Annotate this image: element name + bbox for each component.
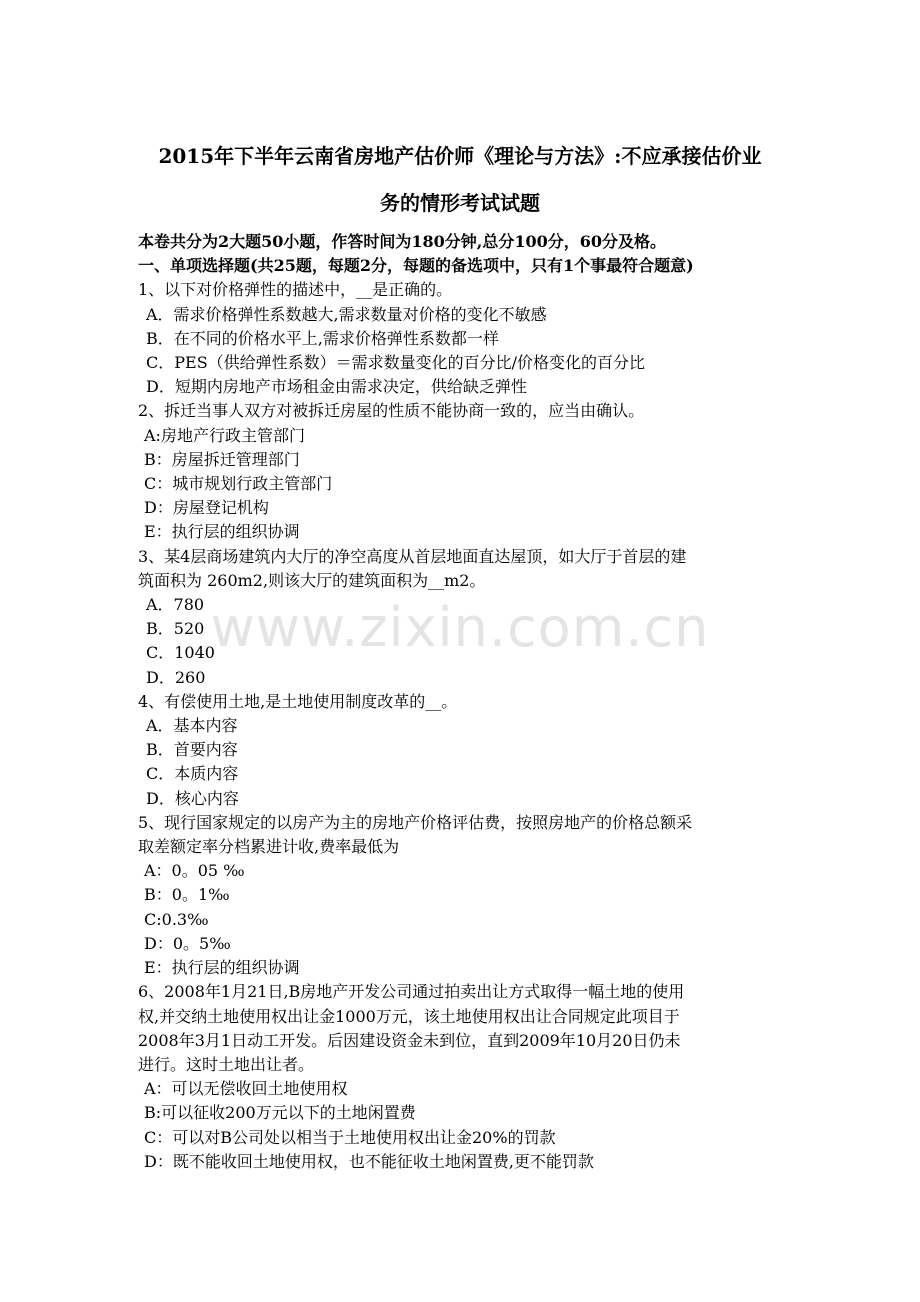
option-a: A:房地产行政主管部门: [144, 425, 305, 445]
option-c: C:0.3‰: [144, 909, 209, 929]
question-stem-line-4: 进行。这时土地出让者。: [138, 1054, 315, 1074]
option-a: A．基本内容: [146, 716, 238, 736]
option-d: D：0。5‰: [144, 933, 231, 953]
document-body: [138, 230, 788, 1174]
question-6: [138, 980, 788, 1174]
question-stem: 2、拆迁当事人双方对被拆迁房屋的性质不能协商一致的，应当由确认。: [138, 401, 645, 421]
option-b: B:可以征收200万元以下的土地闲置费: [144, 1103, 416, 1123]
option-d: D：房屋登记机构: [144, 498, 269, 518]
watermark: www.zixin.com.cn: [210, 596, 710, 659]
option-c: C．1040: [146, 643, 215, 663]
option-a: A．需求价格弹性系数越大,需求数量对价格的变化不敏感: [146, 304, 547, 324]
option-d: D．核心内容: [146, 788, 239, 808]
question-stem-line-1: 3、某4层商场建筑内大厅的净空高度从首层地面直达屋顶，如大厅于首层的建: [138, 546, 687, 566]
question-stem-line-2: 权,并交纳土地使用权出让金1000万元，该土地使用权出让合同规定此项目于: [138, 1006, 680, 1026]
option-a: A．780: [146, 595, 205, 615]
option-b: B．在不同的价格水平上,需求价格弹性系数都一样: [146, 328, 499, 348]
question-stem-line-1: 6、2008年1月21日,B房地产开发公司通过拍卖出让方式取得一幅土地的使用: [138, 982, 685, 1002]
question-stem-line-2: 取差额定率分档累进计收,费率最低为: [138, 837, 400, 857]
document-title-line-1: 2015年下半年云南省房地产估价师《理论与方法》:不应承接估价业: [158, 144, 762, 168]
question-stem-line-1: 5、现行国家规定的以房产为主的房地产价格评估费，按照房地产的价格总额采: [138, 812, 693, 832]
question-stem-line-2: 筑面积为 260m2,则该大厅的建筑面积为__m2。: [138, 570, 486, 590]
question-stem: 4、有偿使用土地,是土地使用制度改革的__。: [138, 691, 458, 711]
option-e: E：执行层的组织协调: [144, 522, 300, 542]
question-4: [138, 690, 788, 811]
option-c: C：可以对B公司处以相当于土地使用权出让金20%的罚款: [144, 1127, 556, 1147]
option-d: D：既不能收回土地使用权，也不能征收土地闲置费,更不能罚款: [144, 1151, 594, 1171]
option-a: A：可以无偿收回土地使用权: [144, 1079, 348, 1099]
question-stem-line-3: 2008年3月1日动工开发。后因建设资金未到位，直到2009年10月20日仍未: [138, 1030, 681, 1050]
option-c: C．本质内容: [146, 764, 239, 784]
section-heading: 一、单项选择题(共25题，每题2分，每题的备选项中，只有1个事最符合题意): [138, 256, 694, 276]
option-d: D．短期内房地产市场租金由需求决定，供给缺乏弹性: [146, 377, 527, 397]
option-b: B：房屋拆迁管理部门: [144, 449, 300, 469]
document-title-line-2: 务的情形考试试题: [380, 191, 540, 215]
question-stem: 1、以下对价格弹性的描述中，__是正确的。: [138, 280, 453, 300]
question-2: [138, 399, 788, 544]
exam-intro: 本卷共分为2大题50小题，作答时间为180分钟,总分100分，60分及格。: [138, 232, 667, 251]
option-b: B．首要内容: [146, 740, 238, 760]
option-a: A：0。05 ‰: [144, 861, 245, 881]
option-c: C．PES（供给弹性系数）＝需求数量变化的百分比/价格变化的百分比: [146, 353, 646, 373]
option-b: B：0。1‰: [144, 885, 230, 905]
option-e: E：执行层的组织协调: [144, 958, 300, 978]
option-b: B．520: [146, 619, 205, 639]
question-3: [138, 545, 788, 690]
option-d: D．260: [146, 667, 206, 687]
option-c: C：城市规划行政主管部门: [144, 474, 333, 494]
question-1: [138, 278, 788, 399]
question-5: [138, 811, 788, 980]
